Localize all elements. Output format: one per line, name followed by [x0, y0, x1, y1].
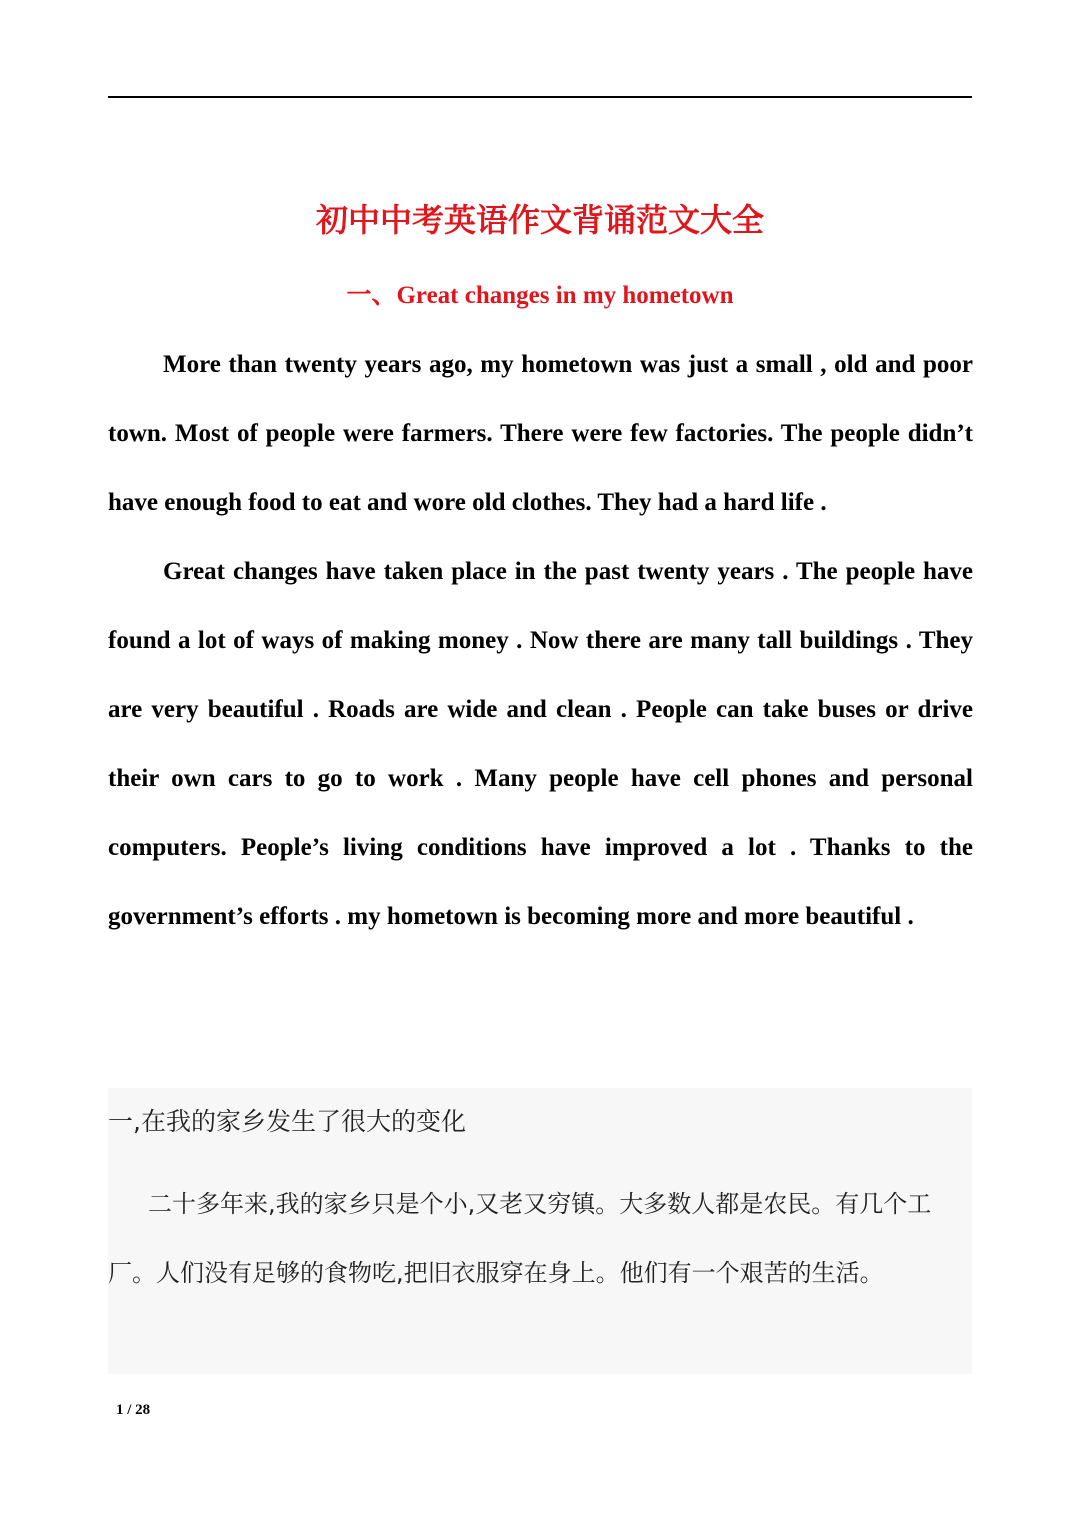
chinese-heading: 一,在我的家乡发生了很大的变化: [108, 1107, 466, 1136]
section-heading: 一、Great changes in my hometown: [346, 282, 734, 309]
english-paragraph-1: More than twenty years ago, my hometown was just a small , old and poor town. Most of people were farmers. There were few factories. The people didn’t have enough food to eat and wore old clothes. They had a hard life .: [108, 351, 973, 516]
page-number: 1 / 28: [116, 1402, 151, 1418]
chinese-paragraph-1: 二十多年来,我的家乡只是个小,又老又穷镇。大多数人都是农民。有几个工厂。人们没有足够的食物吃,把旧衣服穿在身上。他们有一个艰苦的生活。: [108, 1190, 932, 1287]
header-rule: [108, 96, 972, 98]
english-essay: [108, 330, 973, 951]
english-paragraph-2: Great changes have taken place in the past twenty years . The people have found a lot of ways of making money . Now there are many tall buildings . They are very beautiful . Roads are wide and clean . People can take buses or drive their own cars to go to work . Many people have cell phones and personal computers. People’s living conditions have improved a lot . Thanks to the government’s efforts . my hometown is becoming more and more beautiful .: [108, 558, 973, 930]
chinese-translation: [108, 1170, 972, 1308]
document-title: 初中中考英语作文背诵范文大全: [315, 201, 764, 239]
